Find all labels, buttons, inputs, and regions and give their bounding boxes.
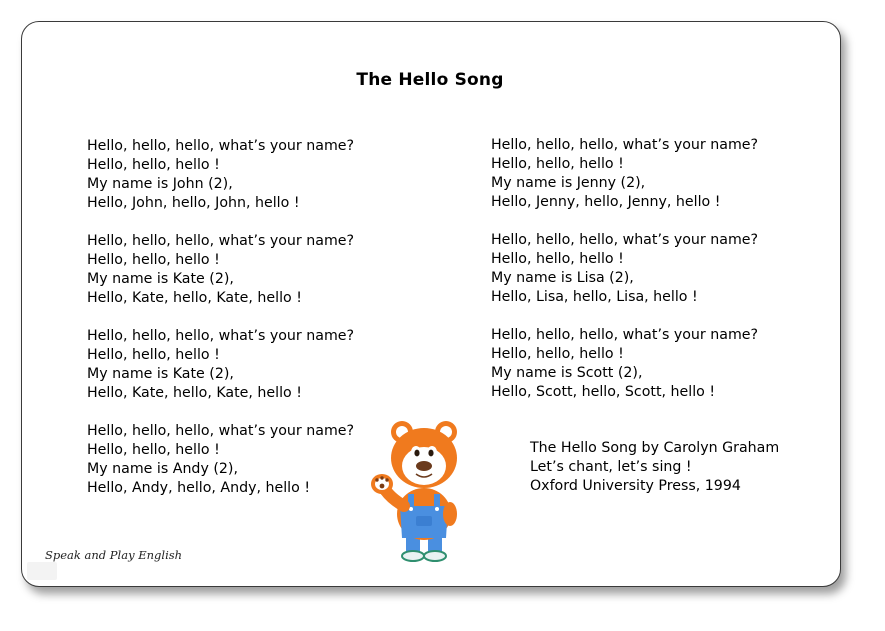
- page-title: The Hello Song: [356, 70, 504, 90]
- song-sheet: [21, 21, 841, 587]
- verse: [491, 326, 758, 402]
- verse-line: Hello, hello, hello !: [491, 156, 624, 172]
- verse-line: My name is Kate (2),: [87, 366, 234, 382]
- verse-line: Hello, hello, hello, what’s your name?: [87, 423, 355, 439]
- verse: [87, 137, 354, 213]
- verse-line: Hello, Lisa, hello, Lisa, hello !: [491, 289, 698, 305]
- verse-line: My name is Jenny (2),: [491, 175, 646, 191]
- verse-line: Hello, Andy, hello, Andy, hello !: [87, 480, 311, 496]
- verse-line: Hello, hello, hello !: [491, 251, 624, 267]
- verse-line: Hello, Kate, hello, Kate, hello !: [87, 385, 302, 401]
- verse: [87, 327, 354, 403]
- verse-line: My name is Scott (2),: [491, 365, 643, 381]
- verse-line: Hello, Jenny, hello, Jenny, hello !: [491, 194, 721, 210]
- verse-line: My name is Lisa (2),: [491, 270, 634, 286]
- verse-line: My name is John (2),: [87, 176, 233, 192]
- verse-line: Hello, hello, hello, what’s your name?: [87, 328, 355, 344]
- verse-line: Hello, hello, hello, what’s your name?: [87, 233, 355, 249]
- verse-line: Hello, John, hello, John, hello !: [87, 195, 300, 211]
- right-column: [491, 136, 758, 421]
- credit-line: Let’s chant, let’s sing !: [530, 459, 692, 475]
- footer-brand: Speak and Play English: [45, 548, 183, 562]
- verse: [491, 136, 758, 212]
- verse-line: Hello, hello, hello, what’s your name?: [491, 232, 759, 248]
- waving-bear-icon: [364, 414, 474, 569]
- credits: [530, 439, 779, 496]
- verse-line: Hello, Scott, hello, Scott, hello !: [491, 384, 716, 400]
- credit-line: The Hello Song by Carolyn Graham: [530, 440, 780, 456]
- verse-line: Hello, hello, hello !: [491, 346, 624, 362]
- credit-line: Oxford University Press, 1994: [530, 478, 741, 494]
- verse-line: My name is Andy (2),: [87, 461, 238, 477]
- verse-line: Hello, hello, hello !: [87, 347, 220, 363]
- verse-line: Hello, hello, hello !: [87, 157, 220, 173]
- left-column: [87, 137, 354, 517]
- verse-line: Hello, hello, hello, what’s your name?: [491, 327, 759, 343]
- verse-line: Hello, hello, hello, what’s your name?: [491, 137, 759, 153]
- faint-box: [27, 562, 57, 580]
- verse: [491, 231, 758, 307]
- verse-line: Hello, Kate, hello, Kate, hello !: [87, 290, 302, 306]
- verse: [87, 422, 354, 498]
- verse-line: Hello, hello, hello !: [87, 252, 220, 268]
- verse-line: Hello, hello, hello !: [87, 442, 220, 458]
- verse: [87, 232, 354, 308]
- verse-line: Hello, hello, hello, what’s your name?: [87, 138, 355, 154]
- verse-line: My name is Kate (2),: [87, 271, 234, 287]
